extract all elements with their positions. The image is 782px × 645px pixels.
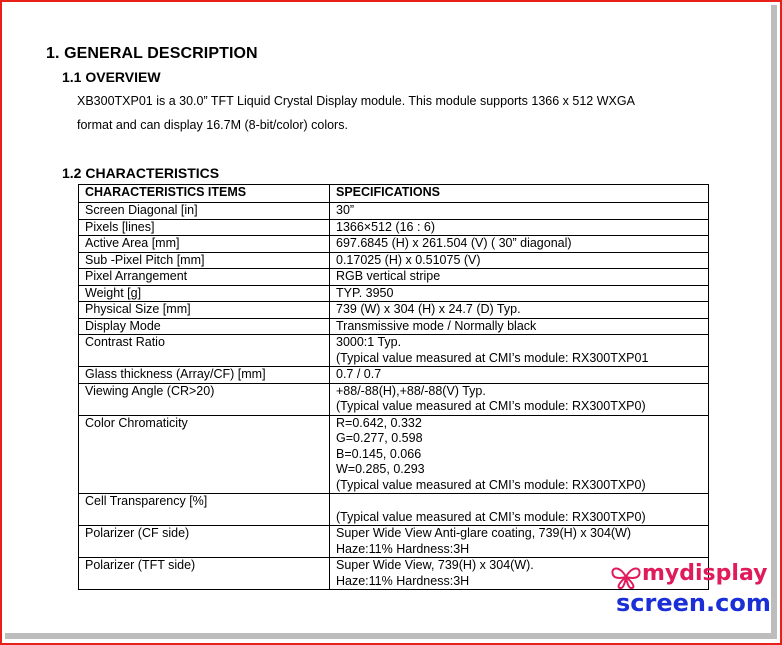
characteristic-item: Cell Transparency [%] [79, 494, 330, 526]
characteristics-heading: 1.2 CHARACTERISTICS [62, 165, 220, 181]
characteristic-spec [330, 236, 709, 253]
spec-line: G=0.277, 0.598 [336, 431, 423, 445]
spec-line: (Typical value measured at CMI’s module: RX300TXP0) [336, 509, 646, 524]
table-row [79, 318, 709, 335]
table-row [79, 236, 709, 253]
spec-line: 30” [336, 203, 355, 217]
section-title: 1. GENERAL DESCRIPTION [46, 45, 258, 62]
characteristic-item: Polarizer (TFT side) [79, 558, 330, 590]
characteristic-spec [330, 335, 709, 367]
watermark-line1: mydisplay [642, 561, 768, 586]
characteristic-item: Color Chromaticity [79, 415, 330, 494]
spec-line: R=0.642, 0.332 [336, 415, 422, 430]
characteristic-spec [330, 269, 709, 286]
table-row [79, 269, 709, 286]
spec-line: Haze:11% Hardness:3H [336, 573, 470, 588]
spec-line: TYP. 3950 [336, 285, 394, 300]
table-row [79, 285, 709, 302]
characteristic-item: Polarizer (CF side) [79, 526, 330, 558]
characteristic-spec [330, 367, 709, 384]
characteristic-spec [330, 252, 709, 269]
spec-line: 0.7 / 0.7 [336, 367, 382, 381]
characteristic-spec [330, 415, 709, 494]
spec-line: 3000:1 Typ. [336, 335, 402, 349]
butterfly-icon [610, 565, 642, 589]
characteristic-spec [330, 526, 709, 558]
table-row [79, 302, 709, 319]
spec-line [336, 494, 702, 510]
column-header-specs: SPECIFICATIONS [330, 185, 709, 203]
characteristics-table [78, 184, 709, 590]
spec-line: 1366×512 (16 : 6) [336, 219, 436, 234]
column-header-items: CHARACTERISTICS ITEMS [79, 185, 330, 203]
characteristic-spec [330, 494, 709, 526]
characteristic-spec [330, 285, 709, 302]
spec-line: B=0.145, 0.066 [336, 446, 422, 461]
characteristic-spec [330, 302, 709, 319]
characteristic-item: Pixels [lines] [79, 219, 330, 236]
table-row [79, 335, 709, 367]
characteristic-spec [330, 383, 709, 415]
overview-text-line1: XB300TXP01 is a 30.0” TFT Liquid Crystal Display module. This module supports 1366 x 512 WXGA [77, 94, 635, 108]
spec-line: (Typical value measured at CMI’s module: RX300TXP0) [336, 399, 646, 413]
characteristic-spec [330, 318, 709, 335]
table-row [79, 415, 709, 494]
table-row [79, 219, 709, 236]
characteristic-item: Physical Size [mm] [79, 302, 330, 319]
characteristic-spec [330, 219, 709, 236]
spec-line: Super Wide View, 739(H) x 304(W). [336, 558, 534, 572]
spec-line: 739 (W) x 304 (H) x 24.7 (D) Typ. [336, 302, 521, 316]
characteristic-item: Display Mode [79, 318, 330, 335]
overview-text-line2: format and can display 16.7M (8-bit/color) colors. [77, 118, 348, 132]
table-row [79, 367, 709, 384]
spec-line: 0.17025 (H) x 0.51075 (V) [336, 252, 481, 267]
spec-line: W=0.285, 0.293 [336, 462, 425, 476]
spec-line: Haze:11% Hardness:3H [336, 541, 470, 556]
spec-line: 697.6845 (H) x 261.504 (V) ( 30” diagonal) [336, 236, 572, 250]
spec-line: +88/-88(H),+88/-88(V) Typ. [336, 383, 486, 398]
spec-line: (Typical value measured at CMI’s module: RX300TXP0) [336, 477, 646, 492]
table-row [79, 252, 709, 269]
frame-shadow-bottom [5, 633, 777, 639]
characteristic-item: Sub -Pixel Pitch [mm] [79, 252, 330, 269]
overview-heading: 1.1 OVERVIEW [62, 69, 161, 85]
characteristic-spec [330, 203, 709, 220]
spec-line: (Typical value measured at CMI’s module: RX300TXP01 [336, 350, 649, 365]
table-header-row [79, 185, 709, 203]
characteristic-item: Viewing Angle (CR>20) [79, 383, 330, 415]
spec-line: Super Wide View Anti-glare coating, 739(H) x 304(W) [336, 526, 632, 540]
table-row [79, 203, 709, 220]
table-row [79, 526, 709, 558]
characteristic-item: Active Area [mm] [79, 236, 330, 253]
watermark-line2: screen.com [616, 589, 771, 617]
table-row [79, 383, 709, 415]
spec-line: RGB vertical stripe [336, 269, 441, 283]
characteristic-item: Screen Diagonal [in] [79, 203, 330, 220]
characteristic-item: Pixel Arrangement [79, 269, 330, 286]
table-body [79, 203, 709, 590]
characteristic-item: Glass thickness (Array/CF) [mm] [79, 367, 330, 384]
characteristic-item: Weight [g] [79, 285, 330, 302]
watermark-logo [608, 561, 771, 623]
frame-shadow-right [771, 5, 777, 639]
table-row [79, 494, 709, 526]
characteristic-item: Contrast Ratio [79, 335, 330, 367]
spec-line: Transmissive mode / Normally black [336, 318, 537, 333]
